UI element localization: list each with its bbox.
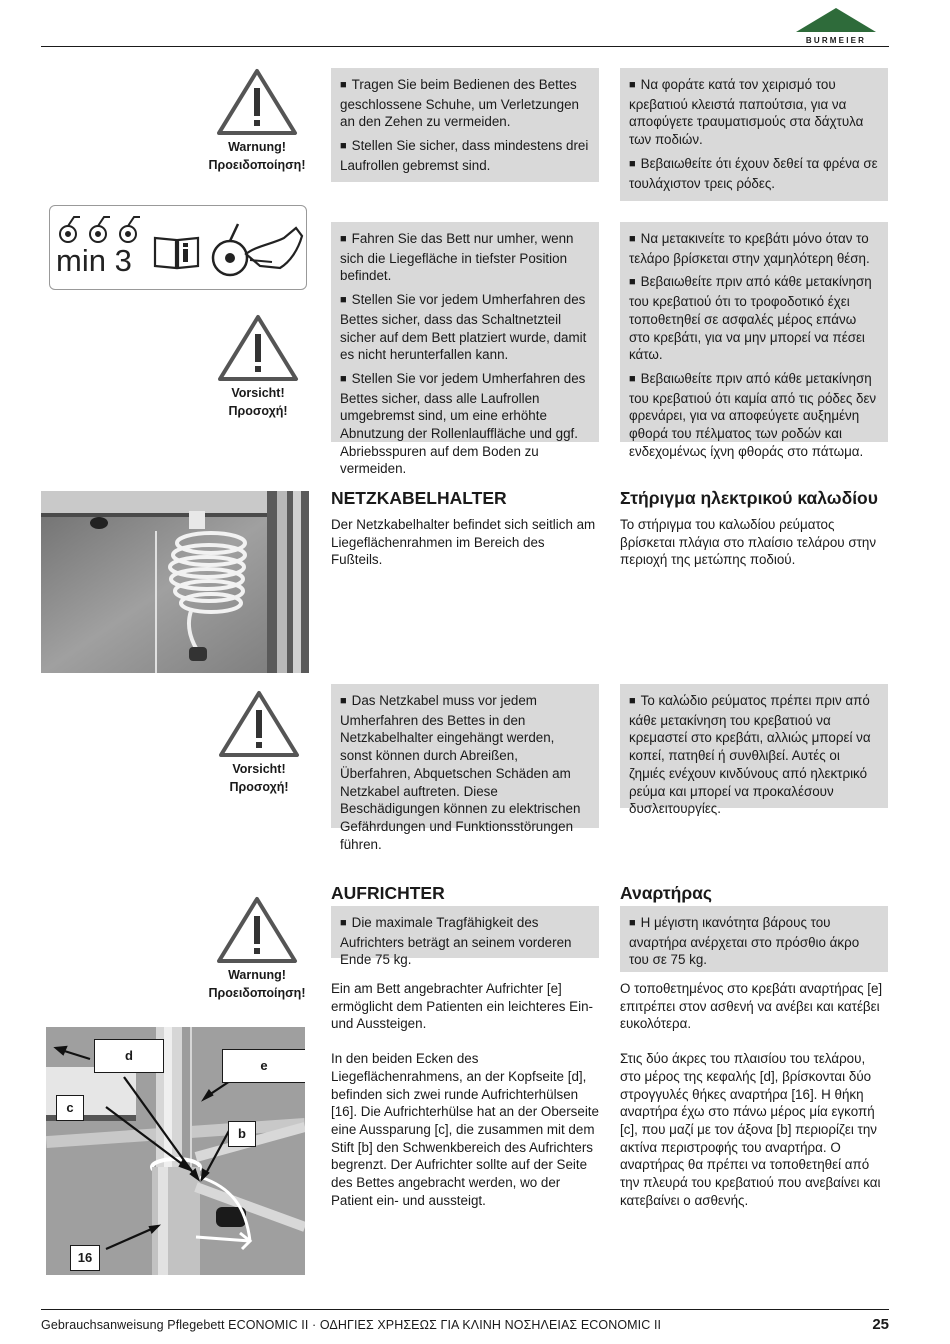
lifting-pole-text-de [331, 980, 599, 1226]
warning-label-lifting-pole [207, 896, 307, 1002]
safety-item: ■ Να μετακινείτε το κρεβάτι μόνο όταν το τελάρο βρίσκεται στην χαμηλότερη θέση. [629, 230, 878, 267]
heading-lifting-pole-el: Αναρτήρας [620, 883, 713, 903]
safety-item: ■ Stellen Sie vor jedem Umherfahren des Bettes sicher, dass alle Laufrollen umgebremst sind, um eine erhöhte Abnutzung der Rollenlauffläche und ggf. Abriebsspuren auf dem Boden zu vermeiden. [340, 370, 589, 478]
safety-item: ■ Stellen Sie vor jedem Umherfahren des Bettes sicher, dass das Schaltnetzteil sicher auf dem Bett platziert wurde, damit es nicht herunterfallen kann. [340, 291, 589, 364]
safety-item: ■ Βεβαιωθείτε ότι έχουν δεθεί τα φρένα σε τουλάχιστον τρεις ρόδες. [629, 155, 878, 192]
load-capacity-box-el [620, 906, 888, 972]
heading-cable-holder-el: Στήριγμα ηλεκτρικού καλωδίου [620, 488, 878, 508]
safety-item: ■ Το καλώδιο ρεύματος πρέπει πριν από κάθε μετακίνηση του κρεβατιού να κρεμαστεί στο κρεβάτι, αλλιώς μπορεί να κοπεί, πατηθεί ή συνθλιβεί. Αυτές οι ζημιές ενέχουν κινδύνους από ηλεκτρικό ρεύμα και μπορεί να προκαλέσουν δυσλειτουργίες. [629, 692, 878, 818]
warning-text-de: Warnung! [228, 968, 286, 982]
header-rule [41, 46, 889, 47]
safety-box-de-2 [331, 222, 599, 477]
label-c: c [56, 1095, 84, 1121]
warning-triangle-icon [216, 68, 298, 136]
label-16: 16 [70, 1245, 100, 1271]
cable-holder-text-el: Το στήριγμα του καλωδίου ρεύματος βρίσκεται πλάγια στο πλαίσιο τελάρου στην περιοχή της μετώπης ποδιού. [620, 517, 877, 568]
safety-item: ■ Fahren Sie das Bett nur umher, wenn sich die Liegefläche in tiefster Position befindet. [340, 230, 589, 285]
safety-item: ■ Tragen Sie beim Bedienen des Bettes geschlossene Schuhe, um Verletzungen an den Zehen zu vermeiden. [340, 76, 589, 131]
min-3-text: min 3 [56, 243, 132, 278]
paragraph: Στις δύο άκρες του πλαισίου του τελάρου, στο μέρος της κεφαλής [d], βρίσκονται δύο στρογγυλές θήκες αναρτήρα [16]. Η θήκη αναρτήρα έχω στο πάνω μέρος μία εγκοπή [c], που μαζί με τον άξονα [b] περιορίζει την ακτίνα περιστροφής του αναρτήρα. Ο αναρτήρας θα πρέπει να τοποθετηθεί από την πλευρά του κρεβατιού που ανεβαίνει και κατεβαίνει ο ασθενής. [620, 1051, 881, 1208]
caution-label [208, 314, 308, 420]
paragraph: Ο τοποθετημένος στο κρεβάτι αναρτήρας [e] επιτρέπει στον ασθενή να ανέβει και κατέβει ευκολότερα. [620, 981, 883, 1032]
warning-label [207, 68, 307, 174]
page-number: 25 [872, 1316, 889, 1333]
foot-brake-icon [210, 216, 304, 286]
label-b: b [228, 1121, 256, 1147]
paragraph: Ein am Bett angebrachter Aufrichter [e] ermöglicht dem Patienten ein leichteres Ein- und Aussteigen. [331, 981, 593, 1032]
load-capacity-box-de [331, 906, 599, 968]
safety-item: ■ Die maximale Tragfähigkeit des Aufrichters beträgt an seinem vorderen Ende 75 kg. [340, 914, 589, 969]
burmeier-logo [794, 6, 878, 46]
cable-holder-photo [41, 491, 309, 673]
safety-item: ■ Das Netzkabel muss vor jedem Umherfahren des Bettes in den Netzkabelhalter eingehängt werden, sonst können durch Abreißen, Überfahren, Abquetschen Schäden am Netzkabel auftreten. Diese Beschädigungen können zu elektrischen Gefährdungen und Funktionsstörungen führen. [340, 692, 589, 853]
warning-text-el: Προειδοποίηση! [208, 158, 306, 172]
caution-text-el: Προσοχή! [228, 404, 288, 418]
safety-item: ■ Βεβαιωθείτε πριν από κάθε μετακίνηση του κρεβατιού ότι καμία από τις ρόδες δεν φρενάρει, για να αποφεύγετε αυξημένη φθορά του πέλματος των ροδών και ενδεχομένως ίχνη φθοράς στο πάτωμα. [629, 370, 878, 461]
caster-wheels-icon [56, 214, 146, 244]
caution-text-de: Vorsicht! [232, 762, 286, 776]
caution-text-el: Προσοχή! [229, 780, 289, 794]
warning-triangle-icon [216, 896, 298, 964]
lifting-pole-sleeve-photo [46, 1027, 305, 1275]
warning-text-de: Warnung! [228, 140, 286, 154]
warning-text-el: Προειδοποίηση! [208, 986, 306, 1000]
heading-netzkabelhalter: NETZKABELHALTER [331, 488, 507, 508]
caution-triangle-icon [217, 314, 299, 382]
caution-text-de: Vorsicht! [231, 386, 285, 400]
safety-item: ■ Να φοράτε κατά τον χειρισμό του κρεβατιού κλειστά παπούτσια, για να αποφύγετε τραυματισμούς στα δάχτυλα των ποδιών. [629, 76, 878, 149]
heading-aufrichter: AUFRICHTER [331, 883, 445, 903]
label-d: d [94, 1039, 164, 1073]
cable-safety-box-el [620, 684, 888, 817]
brand-name: BURMEIER [805, 36, 867, 45]
safety-box-de-1 [331, 68, 599, 182]
footer-rule [41, 1309, 889, 1310]
paragraph: In den beiden Ecken des Liegeflächenrahmens, an der Kopfseite [d], befinden sich zwei runde Aufrichterhülsen [16]. Die Aufrichterhülse hat an der Oberseite eine Aussparung [c], die zusammen mit dem Stift [b] den Schwenkbereich des Aufrichters begrenzt. Der Aufrichter sollte auf der Seite des Bettes angebracht werden, wo der Patient ein- und aussteigt. [331, 1051, 599, 1208]
logo-roof-icon [794, 6, 878, 36]
caution-triangle-icon [218, 690, 300, 758]
footer-title: Gebrauchsanweisung Pflegebett ECONOMIC II · ΟΔΗΓΙΕΣ ΧΡΗΣΕΩΣ ΓΙΑ ΚΛΙΝΗ ΝΟΣΗΛΕΙΑΣ ECONOMIC II [41, 1318, 662, 1332]
label-e: e [222, 1049, 305, 1083]
coiled-cable-image [41, 491, 309, 673]
lifting-pole-text-el [620, 980, 888, 1226]
caution-label-cable [209, 690, 309, 796]
cable-safety-box-de [331, 684, 599, 852]
safety-box-el-2 [620, 222, 888, 459]
safety-item: ■ Stellen Sie sicher, dass mindestens drei Laufrollen gebremst sind. [340, 137, 589, 174]
pictogram-panel [49, 205, 307, 290]
safety-box-el-1 [620, 68, 888, 201]
manual-info-icon [152, 232, 202, 272]
cable-holder-text-de: Der Netzkabelhalter befindet sich seitlich am Liegeflächenrahmen im Bereich des Fußteils. [331, 517, 596, 568]
safety-item: ■ Η μέγιστη ικανότητα βάρους του αναρτήρα ανέρχεται στο πρόσθιο άκρο του σε 75 kg. [629, 914, 878, 969]
safety-item: ■ Βεβαιωθείτε πριν από κάθε μετακίνηση του κρεβατιού ότι το τροφοδοτικό έχει τοποθετηθεί σε ασφαλές μέρος επάνω στο κρεβάτι, για να μην μπορεί να πέσει κάτω. [629, 273, 878, 364]
